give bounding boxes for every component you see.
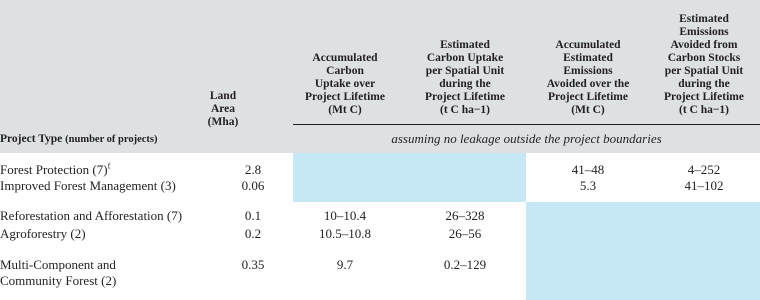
cell-text: Community Forest (2) [0,273,117,288]
header-estimated-avoided [648,13,760,117]
table-cell-land-area: 0.35 [241,257,265,272]
header-text: Avoided from [670,39,738,51]
table-cell-est-uptake: 26–328 [445,208,485,223]
header-text: per Spatial Unit [664,65,744,77]
header-land-area [203,90,243,129]
cell-text: Forest Protection (7) [0,162,108,177]
header-text: (t C ha−1) [440,104,490,116]
empty-uptake-block [293,153,526,202]
header-text: Accumulated [555,39,621,51]
table-cell-acc-avoided: 5.3 [579,178,597,193]
table-cell-est-avoided: 4–252 [687,162,721,177]
table-cell-acc-uptake: 10–10.4 [323,208,367,223]
table-cell-land-area: 0.1 [244,208,262,223]
table-cell-land-area: 0.06 [241,178,265,193]
table-cell-est-uptake: 0.2–129 [443,257,487,272]
header-text: Accumulated [312,52,378,64]
header-text: Carbon Stocks [667,52,741,64]
header-text: Project Type [0,133,63,145]
header-text: Uptake over [314,78,376,90]
header-text: (number of projects) [65,134,158,145]
header-text: (t C ha−1) [679,104,729,116]
table-cell-land-area: 0.2 [244,226,262,241]
table-row-project-type [0,162,110,178]
header-text: Estimated [563,52,613,64]
header-text: Carbon [326,65,364,77]
table-row-project-type: Reforestation and Afforestation (7) [0,208,183,223]
header-accumulated-avoided [528,39,648,117]
table-cell-acc-uptake: 9.7 [336,257,354,272]
header-text: (Mha) [207,116,239,128]
table-cell-acc-avoided: 41–48 [571,162,605,177]
table-row-project-type: Agroforestry (2) [0,226,86,241]
header-text: (Mt C) [328,104,362,116]
cell-text: Multi-Component and [0,257,116,272]
header-text: Carbon Uptake [426,52,504,64]
header-text: Emissions [679,26,729,38]
header-text: Avoided over the [546,78,630,90]
header-text: Estimated [679,13,729,25]
table-row-project-type [0,257,116,289]
header-text: Area [210,103,236,115]
header-text: Project Lifetime [425,91,505,103]
table-cell-est-avoided: 41–102 [684,178,724,193]
header-text: Land [209,90,237,102]
header-subtitle: assuming no leakage outside the project boundaries [391,131,662,146]
header-text: Emissions [563,65,613,77]
header-estimated-uptake [403,39,527,117]
table-row-project-type: Improved Forest Management (3) [0,178,176,193]
table-cell-land-area: 2.8 [244,162,262,177]
empty-avoided-block [526,202,760,300]
header-text: Project Lifetime [548,91,628,103]
header-span-rule [293,124,760,125]
header-text: during the [678,78,730,90]
header-text: Estimated [440,39,490,51]
header-project-type [0,133,158,145]
header-text: Project Lifetime [664,91,744,103]
header-accumulated-uptake [290,52,400,117]
header-text: during the [439,78,491,90]
header-text: per Spatial Unit [425,65,505,77]
header-text: Project Lifetime [305,91,385,103]
header-text: (Mt C) [571,104,605,116]
table-cell-est-uptake: 26–56 [448,226,482,241]
footnote-marker: f [107,161,111,171]
table-cell-acc-uptake: 10.5–10.8 [319,226,371,241]
